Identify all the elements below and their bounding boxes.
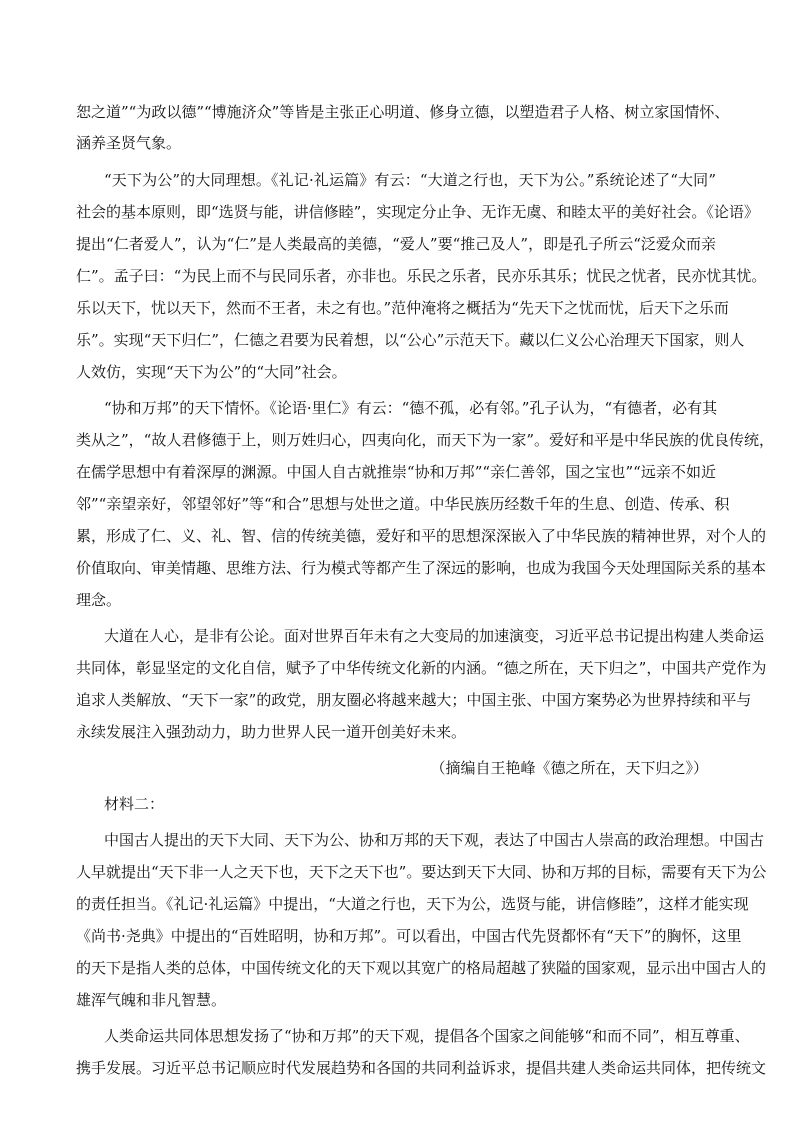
text-line: 涵养圣贤气象。	[76, 134, 182, 152]
text-line: 中国古人提出的天下大同、天下为公、协和万邦的天下观，表达了中国古人崇高的政治理想。中国古	[104, 831, 765, 849]
text-line: 雄浑气魄和非凡智慧。	[76, 991, 227, 1009]
text-line: 社会的基本原则，即“选贤与能，讲信修睦”，实现定分止争、无诈无虞、和睦太平的美好社会。《论语》	[76, 203, 759, 221]
text-line: 《尚书·尧典》中提出的“百姓昭明，协和万邦”。可以看出，中国古代先贤都怀有“天下”的胸怀，这里	[76, 927, 742, 945]
text-line: 仁”。孟子曰：“为民上而不与民同乐者，亦非也。乐民之乐者，民亦乐其乐；忧民之忧者，民亦忧其忧。	[76, 267, 767, 285]
text-line: 提出“仁者爱人”，认为“仁”是人类最高的美德，“爱人”要“推己及人”，即是孔子所云“泛爱众而亲	[76, 235, 716, 253]
text-line: “协和万邦”的天下情怀。《论语·里仁》有云：“德不孤，必有邻。”孔子认为，“有德者，必有其	[104, 399, 718, 417]
text-line: 价值取向、审美情趣、思维方法、行为模式等都产生了深远的影响，也成为我国今天处理国际关系的基本	[76, 559, 767, 577]
text-line: 邻”“亲望亲好，邻望邻好”等“和合”思想与处世之道。中华民族历经数千年的生息、创造、传承、积	[76, 495, 730, 513]
text-line: 在儒学思想中有着深厚的渊源。中国人自古就推崇“协和万邦”“亲仁善邻，国之宝也”“远亲不如近	[76, 463, 716, 481]
text-line: 理念。	[76, 591, 122, 609]
text-line: 永续发展注入强劲动力，助力世界人民一道开创美好未来。	[76, 723, 467, 741]
section-heading: 材料二：	[104, 795, 165, 813]
text-line: 共同体，彰显坚定的文化自信，赋予了中华传统文化新的内涵。“德之所在，天下归之”，中国共产党作为	[76, 659, 767, 677]
text-line: 乐”。实现“天下归仁”，仁德之君要为民着想，以“公心”示范天下。藏以仁义公心治理天下国家，则人	[76, 331, 745, 349]
text-line: 人早就提出“天下非一人之天下也，天下之天下也”。要达到天下大同、协和万邦的目标，需要有天下为公	[76, 863, 767, 881]
text-line: 大道在人心，是非有公论。面对世界百年未有之大变局的加速演变，习近平总书记提出构建人类命运	[104, 627, 765, 645]
text-line: 的责任担当。《礼记·礼运篇》中提出，“大道之行也，天下为公，选贤与能，讲信修睦”，这样才能实现	[76, 895, 749, 913]
text-line: 的天下是指人类的总体，中国传统文化的天下观以其宽广的格局超越了狭隘的国家观，显示出中国古人的	[76, 959, 767, 977]
text-line: 累，形成了仁、义、礼、智、信的传统美德，爱好和平的思想深深嵌入了中华民族的精神世界，对个人的	[76, 527, 767, 545]
text-line: “天下为公”的大同理想。《礼记·礼运篇》有云：“大道之行也，天下为公。”系统论述了“大同”	[104, 171, 716, 189]
text-line: 恕之道”“为政以德”“博施济众”等皆是主张正心明道、修身立德，以塑造君子人格、树立家国情怀、	[76, 103, 730, 121]
text-line: 人效仿，实现“天下为公”的“大同”社会。	[76, 363, 347, 381]
source-citation: （摘编自王艳峰《德之所在，天下归之》）	[430, 759, 708, 777]
text-line: 携手发展。习近平总书记顺应时代发展趋势和各国的共同利益诉求，提倡共建人类命运共同体，把传统文	[76, 1059, 767, 1077]
text-line: 类从之”，“故人君修德于上，则万姓归心，四夷向化，而天下为一家”。爱好和平是中华民族的优良传统，	[76, 431, 775, 449]
text-line: 人类命运共同体思想发扬了“协和万邦”的天下观，提倡各个国家之间能够“和而不同”，相互尊重、	[104, 1027, 750, 1045]
text-line: 追求人类解放、“天下一家”的政党，朋友圈必将越来越大；中国主张、中国方案势必为世界持续和平与	[76, 691, 752, 709]
text-line: 乐以天下，忧以天下，然而不王者，未之有也。”范仲淹将之概括为“先天下之忧而忧，后天下之乐而	[76, 299, 729, 317]
